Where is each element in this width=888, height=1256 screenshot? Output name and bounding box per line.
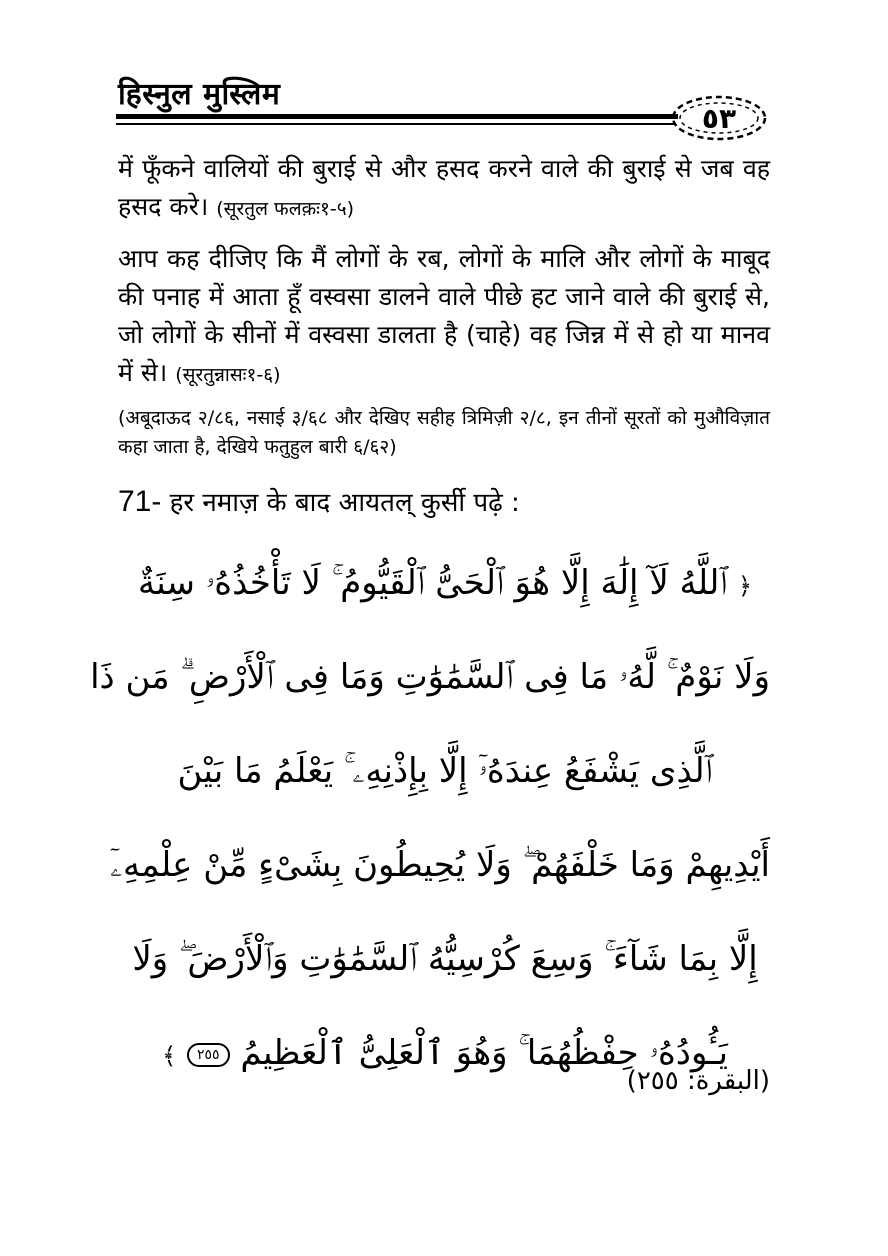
header-rule-thick (116, 114, 678, 119)
header-rule-thin (116, 123, 676, 125)
ayah-close-ornament: ﴾ (162, 1042, 177, 1070)
ayah-line-text: ٱللَّهُ لَآ إِلَٰهَ إِلَّا هُوَ ٱلْحَىُّ ٱلْقَيُّومُ ۚ لَا تَأْخُذُهُۥ سِنَةٌ (137, 563, 728, 603)
ayah-line-text: ٱلَّذِى يَشْفَعُ عِندَهُۥٓ إِلَّا بِإِذْنِهِۦ ۚ يَعْلَمُ مَا بَيْنَ (177, 751, 713, 791)
ayah-line-text: إِلَّا بِمَا شَآءَ ۚ وَسِعَ كُرْسِيُّهُ ٱلسَّمَٰوَٰتِ وَٱلْأَرْضَ ۖ وَلَا (132, 939, 758, 979)
section-number: 71- (118, 485, 162, 518)
section-heading-text: हर नमाज़ के बाद आयतल् कुर्सी पढ़े : (169, 488, 520, 518)
paragraph-text: में फूँकने वालियों की बुराई से और हसद करने वाले की बुराई से जब वह हसद करे। (118, 154, 770, 221)
running-header-title: हिस्नुल मुस्लिम (118, 77, 281, 112)
surah-reference: (सूरतुन्नासः१-६) (175, 364, 281, 386)
surah-reference: (सूरतुल फलक़ः१-५) (216, 198, 355, 220)
paragraph-text: आप कह दीजिए कि मैं लोगों के रब, लोगों के मालि और लोगों के माबूद की पनाह में आता हूँ वस्वसा डालने वाले पीछे हट जाने वाले की बुराई से, जो लोगों के सीनों में वस्वसा डालता है (चाहे) वह जिन्न में से हो या मानव में से। (118, 244, 770, 387)
ayah-open-ornament: ﴿ (737, 572, 753, 600)
ayah-line-2 (90, 630, 770, 724)
ayah-line-text: يَـُٔودُهُۥ حِفْظُهُمَا ۚ وَهُوَ ٱلْعَلِىُّ ٱلْعَظِيمُ (240, 1033, 728, 1073)
ayah-line-text: وَلَا نَوْمٌ ۚ لَّهُۥ مَا فِى ٱلسَّمَٰوَٰتِ وَمَا فِى ٱلْأَرْضِ ۗ مَن ذَا (90, 657, 770, 697)
ayah-line-1 (120, 536, 770, 630)
ayah-number-mark: ٢٥٥ (187, 1043, 230, 1067)
ayat-al-kursi-block (90, 536, 770, 1100)
paragraph-nas-translation (118, 240, 770, 394)
section-heading (118, 482, 520, 523)
hadith-citation-note: (अबूदाऊद २/८६, नसाई ३/६८ और देखिए सहीह त्रिमिज़ी २/८, इन तीनों सूरतों को मुऔविज़ात कहा जाता है, देखिये फतुहुल बारी ६/६२) (118, 407, 770, 458)
page-number: ٥٣ (701, 101, 737, 135)
quran-source-reference: (البقرة: ٢٥٥) (626, 1066, 770, 1096)
ayah-line-3 (120, 724, 770, 818)
paragraph-falaq-ending (118, 150, 770, 228)
page-number-badge (668, 92, 770, 144)
ayah-line-4 (110, 818, 770, 912)
ayah-line-5 (120, 912, 770, 1006)
ayah-line-text: أَيْدِيهِمْ وَمَا خَلْفَهُمْ ۖ وَلَا يُحِيطُونَ بِشَىْءٍ مِّنْ عِلْمِهِۦٓ (110, 845, 770, 885)
